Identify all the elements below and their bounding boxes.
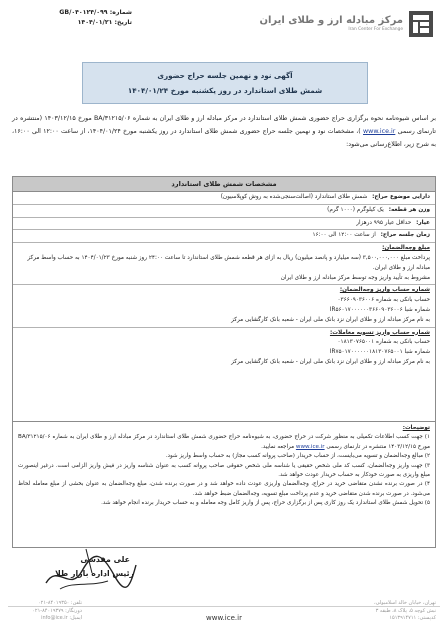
letter-date-value: ۱۴۰۴/۰۱/۲۱ — [77, 19, 113, 26]
notes-heading: توضیحات: — [402, 425, 430, 431]
letter-date-row — [12, 18, 132, 28]
phone-row — [12, 600, 82, 608]
settlement-account-heading: شماره حساب واریز تسویه معاملات: — [329, 329, 430, 336]
signature-block — [40, 543, 140, 599]
notes-section — [12, 422, 436, 548]
auction-time-value: از ساعت ۱۲:۰۰ الی ۱۶:۰۰ — [312, 232, 376, 239]
announcement-subtitle: شمش طلای استاندارد در روز یکشنبه مورخ ۱۴۰۴/۰۱/۲۴ — [127, 86, 323, 95]
spec-row-time — [13, 230, 435, 243]
intro-text-part2: )، مشخصات نود و نهمین جلسه حراج حضوری شمش طلای استاندارد در روز یکشنبه مورخ ۱۴۰۴/۰۱/۲۴، از ساعت ۱۲:۰۰ الی ۱۶:۰۰، به شرح زیر، اطلاع‌رسانی می‌شود: — [12, 128, 436, 148]
spec-row-deposit — [13, 243, 435, 285]
note-4: ۴) در صورت برنده نشدن متقاضی خرید در حراج، وجه‌الضمان واریزی عودت داده خواهد شد و در صورت برنده شدن، مبلغ وجه‌الضمان به عنوان بخشی از مبلغ معامله لحاظ می‌شود. در صورت برنده شدن متقاضی خرید و عدم پرداخت مبلغ تسویه، وجه‌الضمان ضبط خواهد شد. — [18, 481, 430, 497]
letter-number-label: شماره: — [109, 9, 132, 16]
note-5: ۵) تحویل شمش طلای استاندارد یک روز کاری پس از برگزاری حراج، پس از واریز کامل وجه معامله و به حساب خریدار برنده انجام خواهد شد. — [101, 500, 430, 507]
signatory-title: رئیس اداره بازار طلا — [55, 569, 134, 578]
deposit-account-owner: به نام مرکز مبادله ارز و طلای ایران نزد بانک ملی ایران - شعبه بانک کارگشایی مرکز — [231, 316, 430, 323]
weight-value: یک کیلوگرم (۱۰۰۰ گرم) — [327, 206, 384, 213]
fax-value: ۸۴۰۱۹۳۷۹-۰۲۱ — [32, 607, 64, 614]
letter-meta — [12, 8, 132, 28]
phone-value: ۸۴۰۱۹۳۵۰-۰۲۱ — [37, 600, 70, 606]
intro-paragraph — [12, 112, 436, 151]
spec-row-purity — [13, 218, 435, 231]
deposit-heading: مبلغ وجه‌الضمان: — [382, 245, 430, 252]
letter-number-row — [12, 8, 132, 18]
letter-date-label: تاریخ: — [114, 19, 132, 26]
email-value: info@ice.ir — [41, 615, 68, 621]
subject-label: دارایی موضوع حراج: — [372, 194, 430, 200]
signatory-name: علی مقدسی — [80, 555, 130, 564]
organization-logo — [259, 10, 434, 38]
spec-row-subject — [13, 192, 435, 205]
note-1 — [18, 433, 430, 452]
settlement-account-number: حساب بانکی به شماره ۰۱۸۱۳۰۷۶۵۰۰۱ — [337, 339, 430, 346]
address-line-1: تهران، خیابان خالد اسلامبولی، — [373, 600, 436, 606]
logo-text-en: Iran Center For Exchange — [348, 27, 403, 32]
deposit-note: مشروط به تأیید واریز وجه توسط مرکز مبادله ارز و طلای ایران — [280, 274, 430, 281]
spec-row-settlement-account — [13, 328, 435, 369]
intro-website-link[interactable]: www.ice.ir — [363, 128, 396, 135]
note-3: ۳) جهت واریز وجه‌الضمان، کسب کد ملی شخص حقیقی یا شناسه ملی شخص حقوقی صاحب پروانه کسب به عنوان شناسه واریز در فیش واریز الزامی است. درغیر اینصورت مبلغ واریزی به صورت خودکار به حساب خریدار عودت خواهد شد. — [18, 462, 430, 479]
email-label: ایمیل: — [69, 615, 82, 621]
note-1-website-link[interactable]: www.ice.ir — [295, 443, 325, 450]
address-line-2: نبش کوچه ۵، پلاک ۸، طبقه ۳ — [375, 607, 436, 614]
spec-table-heading: مشخصات شمش طلای استاندارد — [13, 177, 435, 192]
address-line-3: کدپستی: ۱۵۱۳۹۱۴۷۱۱ — [389, 615, 436, 621]
settlement-account-owner: به نام مرکز مبادله ارز و طلای ایران نزد بانک ملی ایران - شعبه بانک کارگشایی مرکز — [231, 358, 430, 365]
note-1-end: مراجعه نمایید. — [261, 443, 295, 450]
settlement-sheba: شماره شبا IR۷۵۰۱۷۰۰۰۰۰۰۱۸۱۳۰۷۶۵۰۰۱ — [329, 349, 430, 356]
intro-text-part1: بر اساس شیوه‌نامه نحوه برگزاری حراج حضوری شمش طلای استاندارد در مرکز مبادله ارز و طلای ایران به شماره ۰۶/BA/۳۱۲۱۵ مورخ ۱۴۰۳/۱۲/۱۵ (منتشره در تارنمای رسمی — [12, 115, 436, 135]
announcement-title: آگهی نود و نهمین جلسه حراج حضوری — [157, 71, 293, 80]
weight-label: وزن هر قطعه: — [388, 206, 430, 213]
note-1-text: ۱) جهت کسب اطلاعات تکمیلی به منظور شرکت در حراج حضوری، به شیوه‌نامه حراج حضوری شمش طلای استاندارد در مرکز مبادله ارز و طلای ایران به شماره ۰۶/BA/۳۱۲۱۵ مورخ ۱۴۰۳/۱۲/۱۵ منتشره در تارنمای رسمی — [18, 434, 430, 450]
deposit-sheba: شماره شبا IR۵۶۰۱۷۰۰۰۰۰۰۳۶۶۰۹۰۳۶۰۰۶ — [329, 306, 430, 313]
footer-website[interactable]: www.ice.ir — [206, 614, 242, 622]
deposit-text: پرداخت مبلغ ۳,۵۰۰,۰۰۰,۰۰۰ (سه میلیارد و پانصد میلیون) ریال به ازای هر قطعه شمش طلای استاندارد تا ساعت ۲۴:۰۰ روز شنبه مورخ ۱۴۰۴/۰۱/۲۳ به حساب واسط مرکز مبادله ارز و طلای ایران. — [27, 254, 430, 271]
logo-mark-icon — [408, 10, 434, 38]
note-2: ۲) مبالغ وجه‌الضمان و تسویه می‌بایست، از حساب خریدار (صاحب پروانه کسب مجاز) به حساب واسط واریز شود. — [165, 453, 430, 460]
fax-label: دورنگار: — [65, 607, 82, 614]
deposit-account-number: حساب بانکی به شماره ۰۳۶۶۰۹۰۳۶۰۰۶ — [337, 297, 430, 304]
purity-value: حداقل عیار ۹۹۵ درهزار — [356, 219, 412, 226]
announcement-title-box — [82, 62, 368, 104]
spec-row-weight — [13, 205, 435, 218]
auction-time-label: زمان جلسه حراج: — [380, 232, 430, 239]
deposit-account-heading: شماره حساب واریز وجه‌الضمان: — [339, 287, 430, 294]
phone-label: تلفن: — [70, 600, 82, 606]
letter-number-value: GB/۰۴۰۱۲۴/۰۹۹ — [59, 9, 108, 16]
subject-value: شمش طلای استاندارد (اصالت‌سنجی‌شده به روش کوپلاسیون) — [220, 194, 368, 200]
logo-text-fa: مرکز مبادله ارز و طلای ایران — [259, 15, 403, 26]
gold-bar-spec-table — [12, 176, 436, 422]
spec-row-deposit-account — [13, 285, 435, 327]
purity-label: عیار: — [416, 219, 430, 226]
